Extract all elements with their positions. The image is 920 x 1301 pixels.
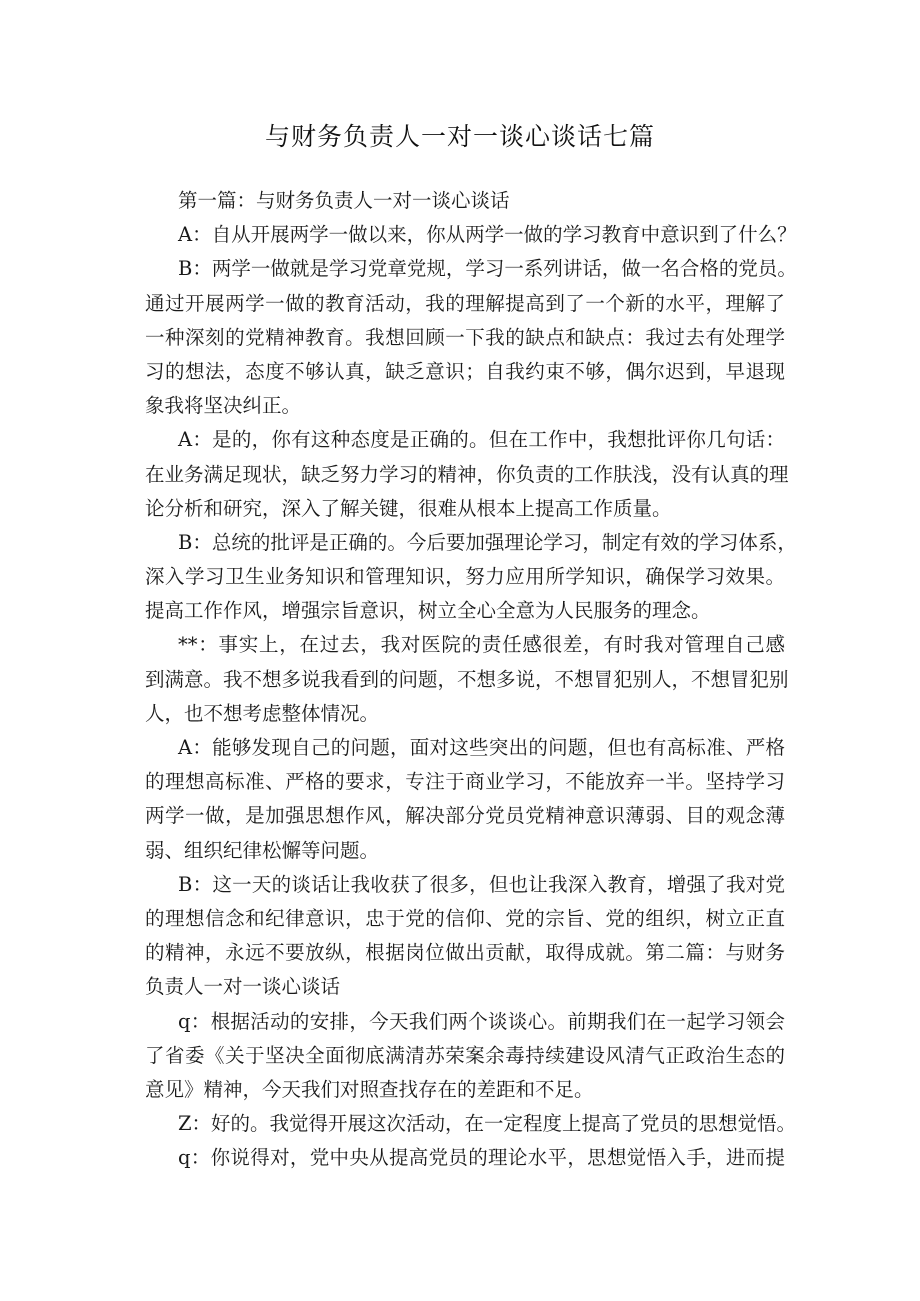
text-line: 习的想法，态度不够认真，缺乏意识；自我约束不够，偶尔迟到，早退现 (145, 359, 785, 383)
text-line: 到满意。我不想多说我看到的问题，不想多说，不想冒犯别人，不想冒犯别 (145, 667, 789, 691)
text-line: 的理想信念和纪律意识，忠于党的信仰、党的宗旨、党的组织，树立正直 (145, 906, 785, 930)
text-line: B：总统的批评是正确的。今后要加强理论学习，制定有效的学习体系， (178, 530, 797, 554)
text-line: 深入学习卫生业务知识和管理知识，努力应用所学知识，确保学习效果。 (145, 565, 785, 589)
text-line: 第一篇：与财务负责人一对一谈心谈话 (178, 189, 510, 212)
text-line: 提高工作作风，增强宗旨意识，树立全心全意为人民服务的理念。 (145, 599, 711, 623)
text-line: q：你说得对，党中央从提高党员的理论水平，思想觉悟入手，进而提 (178, 1146, 785, 1170)
text-line: **：事实上，在过去，我对医院的责任感很差，有时我对管理自己感 (178, 633, 785, 657)
text-line: 意见》精神，今天我们对照查找存在的差距和不足。 (145, 1077, 594, 1101)
text-line: 论分析和研究，深入了解关键，很难从根本上提高工作质量。 (145, 496, 672, 520)
text-line: q：根据活动的安排，今天我们两个谈谈心。前期我们在一起学习领会 (178, 1009, 785, 1033)
text-line: B：两学一做就是学习党章党规，学习一系列讲话，做一名合格的党员。 (178, 257, 797, 281)
text-line: A：自从开展两学一做以来，你从两学一做的学习教育中意识到了什么？ (178, 223, 797, 247)
document-title: 与财务负责人一对一谈心谈话七篇 (264, 122, 655, 151)
text-line: Z：好的。我觉得开展这次活动，在一定程度上提高了党员的思想觉悟。 (178, 1112, 797, 1136)
text-line: 弱、组织纪律松懈等问题。 (145, 838, 380, 862)
text-line: 通过开展两学一做的教育活动，我的理解提高到了一个新的水平，理解了 (145, 291, 785, 315)
document-body (145, 184, 797, 1175)
text-line: 的精神，永远不要放纵，根据岗位做出贡献，取得成就。第二篇：与财务 (145, 941, 785, 965)
text-line: A：是的，你有这种态度是正确的。但在工作中，我想批评你几句话： (178, 428, 785, 452)
text-line: 在业务满足现状，缺乏努力学习的精神，你负责的工作肤浅，没有认真的理 (145, 462, 789, 486)
text-line: A：能够发现自己的问题，面对这些突出的问题，但也有高标准、严格 (178, 736, 785, 759)
text-line: 一种深刻的党精神教育。我想回顾一下我的缺点和缺点：我过去有处理学 (145, 325, 785, 349)
text-line: B：这一天的谈话让我收获了很多，但也让我深入教育，增强了我对党 (178, 872, 785, 896)
text-line: 人，也不想考虑整体情况。 (145, 701, 380, 725)
text-line: 两学一做，是加强思想作风，解决部分党员党精神意识薄弱、目的观念薄 (145, 804, 785, 828)
text-line: 了省委《关于坚决全面彻底满清苏荣案余毒持续建设风清气正政治生态的 (145, 1043, 785, 1067)
text-line: 象我将坚决纠正。 (145, 394, 302, 418)
text-line: 的理想高标准、严格的要求，专注于商业学习，不能放弃一半。坚持学习 (145, 770, 785, 794)
text-line: 负责人一对一谈心谈话 (145, 975, 341, 999)
